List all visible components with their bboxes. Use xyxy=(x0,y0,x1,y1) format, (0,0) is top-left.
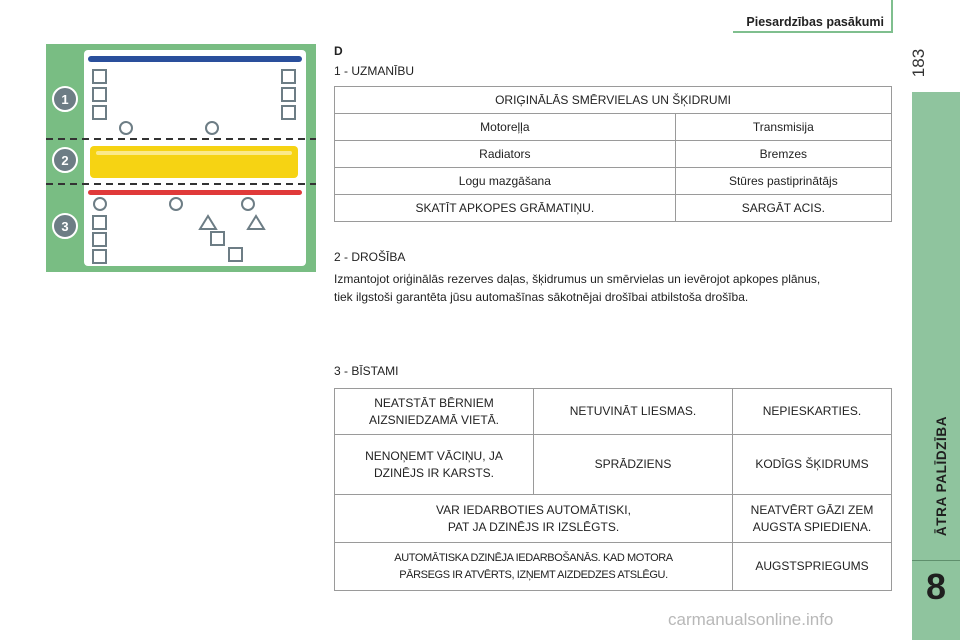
table-row xyxy=(335,168,892,195)
table-cell: NEPIESKARTIES. xyxy=(733,389,892,435)
table-cell: Motoreļļa xyxy=(335,114,676,141)
table-row xyxy=(335,114,892,141)
chapter-tab-label: ĀTRA PALĪDZĪBA xyxy=(934,415,949,537)
section2-body-line: Izmantojot oriģinālās rezerves daļas, šķidrumus un smērvielas un ievērojot apkopes plānus, xyxy=(334,272,821,286)
watermark: carmanualsonline.info xyxy=(668,610,834,629)
table-cell: SPRĀDZIENS xyxy=(534,435,733,495)
table-header: ORIĢINĀLĀS SMĒRVIELAS UN ŠĶIDRUMI xyxy=(335,87,892,114)
table-row xyxy=(335,389,892,435)
table-cell: Bremzes xyxy=(675,141,891,168)
marker-2 xyxy=(53,148,77,172)
section2-body-line: tiek ilgstoši garantēta jūsu automašīnas sākotnējai drošībai atbilstoša drošība. xyxy=(334,290,749,304)
table-cell: AUGSTSPRIEGUMS xyxy=(733,543,892,591)
red-stripe xyxy=(88,190,302,195)
chapter-number: 8 xyxy=(925,566,947,607)
hazards-table xyxy=(334,388,892,591)
yellow-band-highlight xyxy=(96,151,292,155)
table-cell: KODĪGS ŠĶIDRUMS xyxy=(733,435,892,495)
page-number: 183 xyxy=(909,48,928,78)
section-letter: D xyxy=(334,44,343,58)
table-cell: AUTOMĀTISKA DZINĒJA IEDARBOŠANĀS. KAD MOTORA PĀRSEGS IR ATVĒRTS, IZŅEMT AIZDEDZES ATSLĒGU. xyxy=(335,543,733,591)
marker-1 xyxy=(53,87,77,111)
page-header-title: Piesardzības pasākumi xyxy=(746,15,884,29)
table-row xyxy=(335,435,892,495)
table-row xyxy=(335,495,892,543)
table-cell: Logu mazgāšana xyxy=(335,168,676,195)
warning-label-figure xyxy=(46,44,316,272)
header-divider xyxy=(733,31,893,33)
table-cell: NENOŅEMT VĀCIŅU, JA DZINĒJS IR KARSTS. xyxy=(335,435,534,495)
section3-title: 3 - BĪSTAMI xyxy=(334,364,399,378)
table-row xyxy=(335,141,892,168)
lubricants-table xyxy=(334,86,892,222)
table-cell: NEATSTĀT BĒRNIEM AIZSNIEDZAMĀ VIETĀ. xyxy=(335,389,534,435)
section1-title: 1 - UZMANĪBU xyxy=(334,64,415,78)
table-cell: Stūres pastiprinātājs xyxy=(675,168,891,195)
svg-text:2: 2 xyxy=(61,153,69,168)
svg-text:3: 3 xyxy=(61,219,69,234)
table-cell: SKATĪT APKOPES GRĀMATIŅU. xyxy=(335,195,676,222)
header-tick xyxy=(891,0,893,32)
yellow-band xyxy=(90,146,298,178)
table-cell: VAR IEDARBOTIES AUTOMĀTISKI, PAT JA DZINĒJS IR IZSLĒGTS. xyxy=(335,495,733,543)
table-cell: NEATVĒRT GĀZI ZEM AUGSTA SPIEDIENA. xyxy=(733,495,892,543)
table-cell: Transmisija xyxy=(675,114,891,141)
svg-text:1: 1 xyxy=(61,92,69,107)
marker-3 xyxy=(53,214,77,238)
table-cell: Radiators xyxy=(335,141,676,168)
section2-body xyxy=(334,270,896,306)
table-cell: SARGĀT ACIS. xyxy=(675,195,891,222)
blue-stripe xyxy=(88,56,302,62)
chapter-tab-divider xyxy=(912,560,960,561)
table-row xyxy=(335,195,892,222)
table-row xyxy=(335,543,892,591)
table-cell: NETUVINĀT LIESMAS. xyxy=(534,389,733,435)
section2-title: 2 - DROŠĪBA xyxy=(334,250,406,264)
